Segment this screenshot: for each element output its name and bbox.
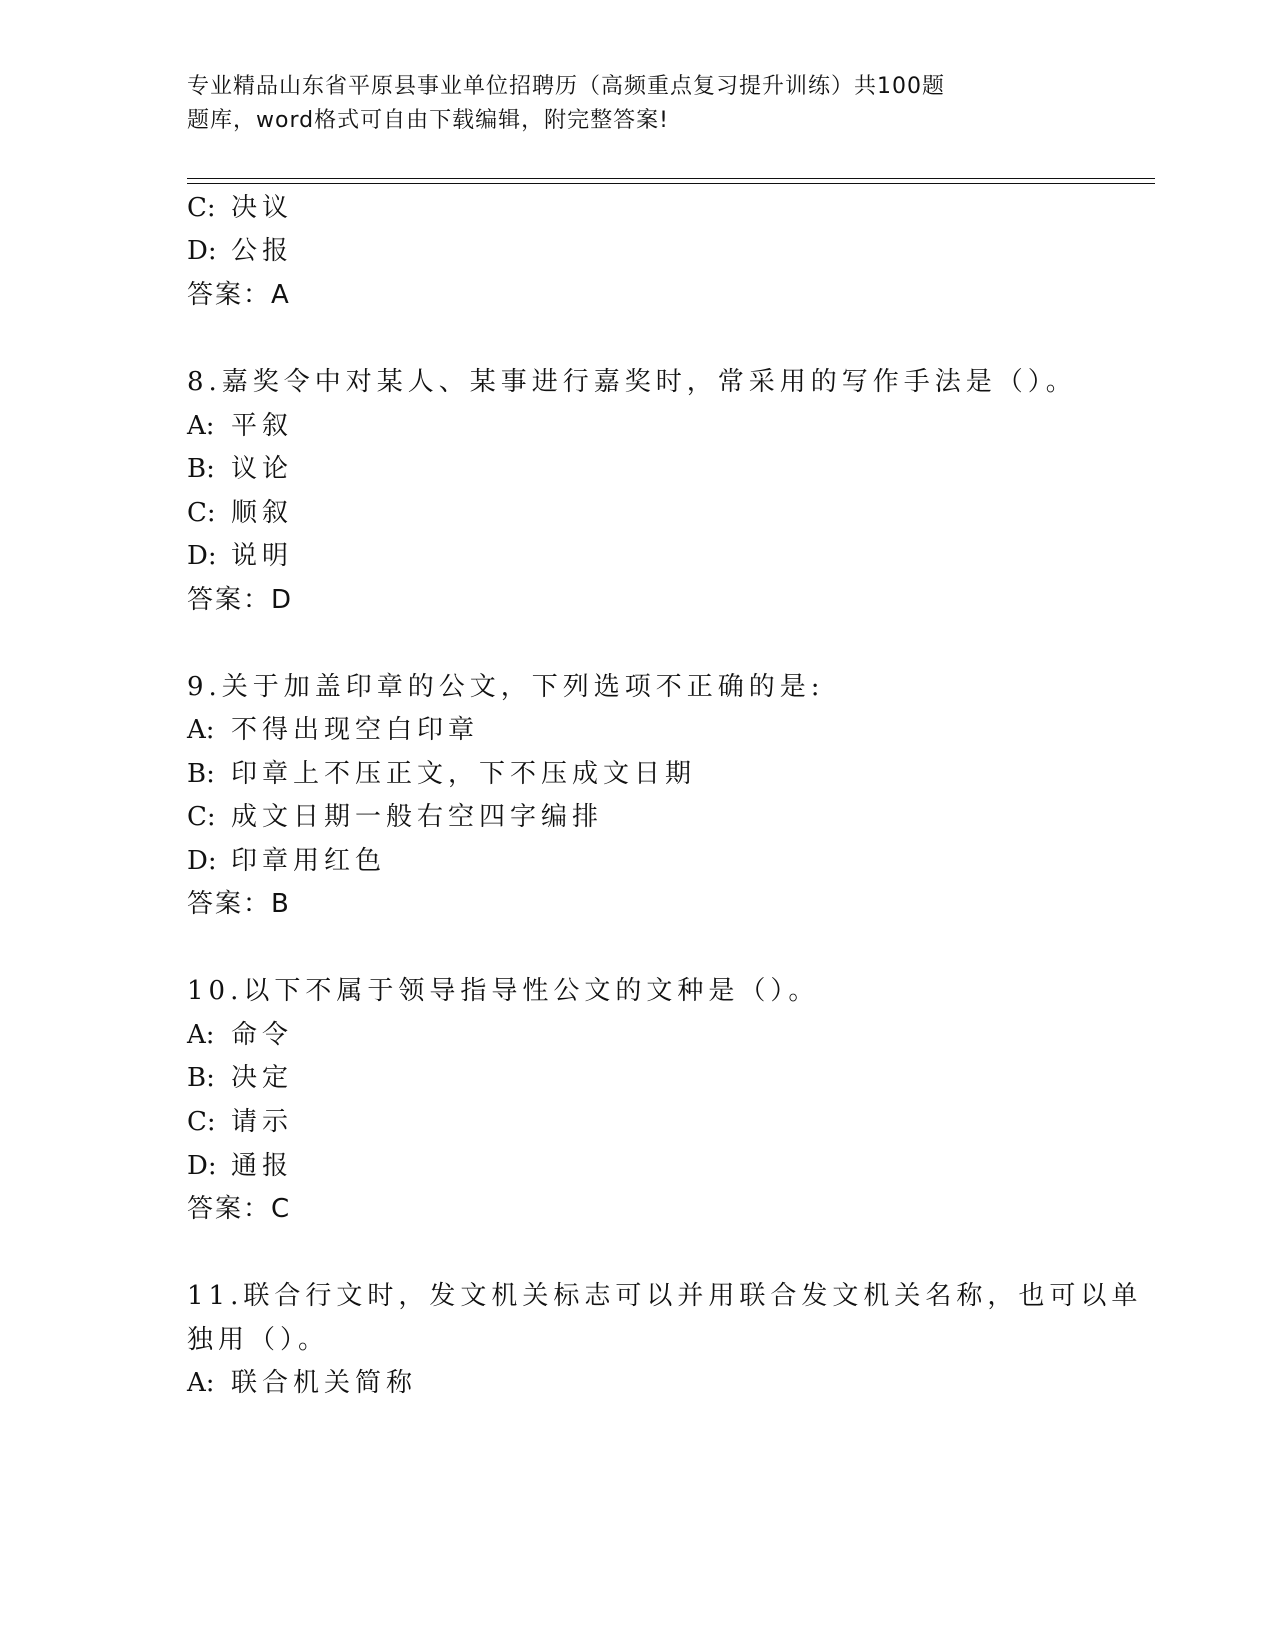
document-header	[187, 70, 1017, 138]
header-title-line-2: 题库，word格式可自由下载编辑，附完整答案!	[187, 108, 669, 133]
option-letter: D:	[187, 1151, 217, 1181]
option-letter: B:	[187, 454, 215, 484]
option-c-q9	[187, 800, 603, 834]
answer-q10: 答案：C	[187, 1194, 292, 1224]
option-d-q7	[187, 234, 293, 268]
option-letter: C:	[187, 193, 216, 223]
option-letter: D:	[187, 541, 217, 571]
option-b-q10	[187, 1061, 293, 1095]
option-text: 决定	[231, 1063, 294, 1093]
answer-q8: 答案：D	[187, 585, 294, 615]
option-text: 说明	[231, 541, 294, 571]
option-c-q8	[187, 496, 293, 530]
option-letter: A:	[187, 715, 215, 745]
option-text: 印章用红色	[231, 846, 387, 876]
option-text: 议论	[231, 454, 294, 484]
option-b-q8	[187, 452, 293, 486]
option-letter: D:	[187, 236, 217, 266]
option-b-q9	[187, 757, 696, 791]
option-c-q10	[187, 1105, 293, 1139]
option-d-q8	[187, 539, 293, 573]
option-letter: A:	[187, 411, 215, 441]
option-a-q10	[187, 1018, 293, 1052]
option-letter: C:	[187, 1107, 216, 1137]
option-text: 决议	[231, 193, 294, 223]
option-text: 请示	[231, 1107, 294, 1137]
option-a-q11	[187, 1366, 417, 1400]
option-text: 命令	[231, 1020, 294, 1050]
option-text: 顺叙	[231, 498, 294, 528]
option-letter: A:	[187, 1020, 215, 1050]
option-text: 印章上不压正文，下不压成文日期	[231, 759, 697, 789]
header-divider-bottom	[187, 183, 1155, 184]
option-letter: A:	[187, 1368, 215, 1398]
option-letter: B:	[187, 759, 215, 789]
option-a-q9	[187, 713, 479, 747]
option-letter: D:	[187, 846, 217, 876]
answer-q7: 答案：A	[187, 280, 291, 310]
question-10: 10.以下不属于领导指导性公文的文种是（）。	[187, 976, 820, 1006]
option-a-q8	[187, 409, 293, 443]
question-8: 8.嘉奖令中对某人、某事进行嘉奖时，常采用的写作手法是（）。	[187, 367, 1077, 397]
question-11-line-1: 11.联合行文时，发文机关标志可以并用联合发文机关名称，也可以单	[187, 1281, 1143, 1311]
header-divider-top	[187, 178, 1155, 179]
option-c-q7	[187, 191, 293, 225]
option-text: 平叙	[231, 411, 294, 441]
option-letter: B:	[187, 1063, 215, 1093]
question-9: 9.关于加盖印章的公文，下列选项不正确的是:	[187, 672, 825, 702]
option-text: 联合机关简称	[231, 1368, 418, 1398]
option-text: 不得出现空白印章	[231, 715, 480, 745]
option-text: 公报	[231, 236, 294, 266]
header-title-line-1: 专业精品山东省平原县事业单位招聘历（高频重点复习提升训练）共100题	[187, 74, 945, 99]
option-d-q10	[187, 1149, 293, 1183]
option-text: 通报	[231, 1151, 294, 1181]
option-letter: C:	[187, 802, 216, 832]
option-letter: C:	[187, 498, 216, 528]
question-11-line-2: 独用（）。	[187, 1325, 330, 1355]
option-text: 成文日期一般右空四字编排	[231, 802, 604, 832]
option-d-q9	[187, 844, 386, 878]
answer-q9: 答案：B	[187, 889, 291, 919]
